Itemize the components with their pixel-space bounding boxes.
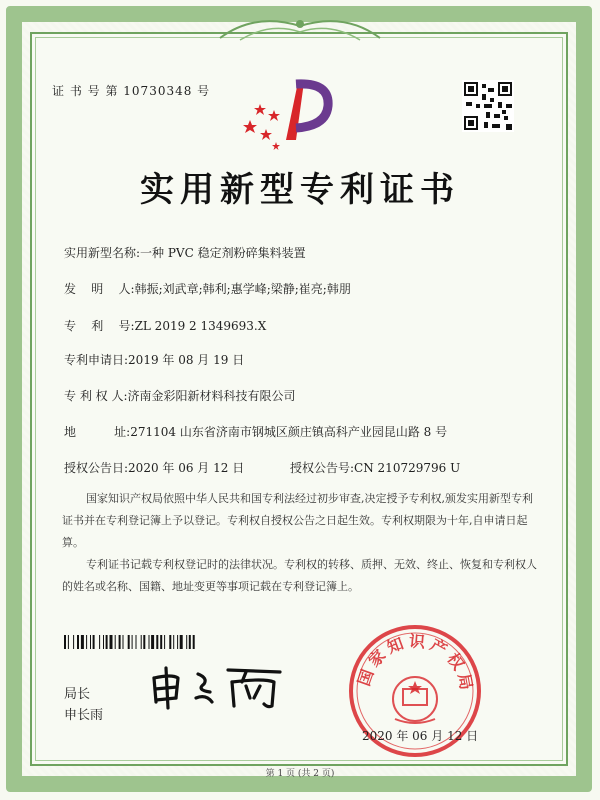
field-inventors bbox=[64, 280, 351, 297]
handwritten-signature bbox=[146, 664, 296, 710]
field-label: 专利申请日: bbox=[64, 353, 129, 367]
field-label: 授权公告号: bbox=[290, 461, 355, 475]
ornament-top bbox=[210, 10, 390, 44]
field-label: 发 明 人: bbox=[64, 282, 135, 296]
field-value: 一种 PVC 稳定剂粉碎集料装置 bbox=[140, 246, 306, 260]
field-label: 实用新型名称: bbox=[64, 246, 141, 260]
field-value: 韩振;刘武章;韩利;惠学峰;梁静;崔亮;韩朋 bbox=[134, 282, 351, 296]
field-label: 地 址: bbox=[64, 425, 131, 439]
paragraph-legal-status: 专利证书记载专利权登记时的法律状况。专利权的转移、质押、无效、终止、恢复和专利权人的姓名或名称、国籍、地址变更等事项记载在专利登记簿上。 bbox=[62, 558, 537, 593]
field-value: 2020 年 06 月 12 日 bbox=[128, 461, 245, 475]
field-value: ZL 2019 2 1349693.X bbox=[134, 319, 267, 333]
field-value: CN 210729796 U bbox=[354, 461, 461, 475]
field-address bbox=[64, 423, 447, 440]
field-patentee bbox=[64, 387, 296, 404]
field-patent-number bbox=[64, 317, 266, 334]
field-label: 专 利 号: bbox=[64, 319, 135, 333]
certificate-number-value: 第 10730348 号 bbox=[105, 84, 211, 98]
barcode bbox=[64, 635, 242, 649]
certificate-number bbox=[52, 82, 210, 99]
signature-name: 申长雨 bbox=[64, 708, 104, 723]
page-title: 实用新型专利证书 bbox=[140, 170, 460, 210]
seal-date: 2020 年 06 月 12 日 bbox=[362, 729, 479, 743]
seal-text: 国家知识产权局 bbox=[354, 631, 477, 696]
field-label: 专 利 权 人: bbox=[64, 389, 128, 403]
paragraph-grant-statement: 国家知识产权局依照中华人民共和国专利法经过初步审查,决定授予专利权,颁发实用新型专利证书并在专利登记簿上予以登记。专利权自授权公告之日起生效。专利权期限为十年,自申请日起算。 bbox=[62, 492, 533, 549]
field-value: 济南金彩阳新材料科技有限公司 bbox=[127, 389, 296, 403]
field-utility-model-name bbox=[64, 244, 306, 261]
field-application-date bbox=[64, 351, 244, 368]
field-grant-date bbox=[64, 459, 244, 476]
field-label: 授权公告日: bbox=[64, 461, 129, 475]
signature-title: 局长 bbox=[64, 687, 91, 702]
field-value: 271104 山东省济南市钢城区颜庄镇高科产业园昆山路 8 号 bbox=[130, 425, 448, 439]
page-number: 第 1 页 (共 2 页) bbox=[265, 769, 335, 779]
field-value: 2019 年 08 月 19 日 bbox=[128, 353, 245, 367]
cnipa-logo bbox=[238, 74, 338, 154]
certificate-number-label: 证 书 号 bbox=[52, 84, 101, 98]
qr-code bbox=[462, 80, 514, 132]
field-grant-number bbox=[290, 459, 460, 476]
